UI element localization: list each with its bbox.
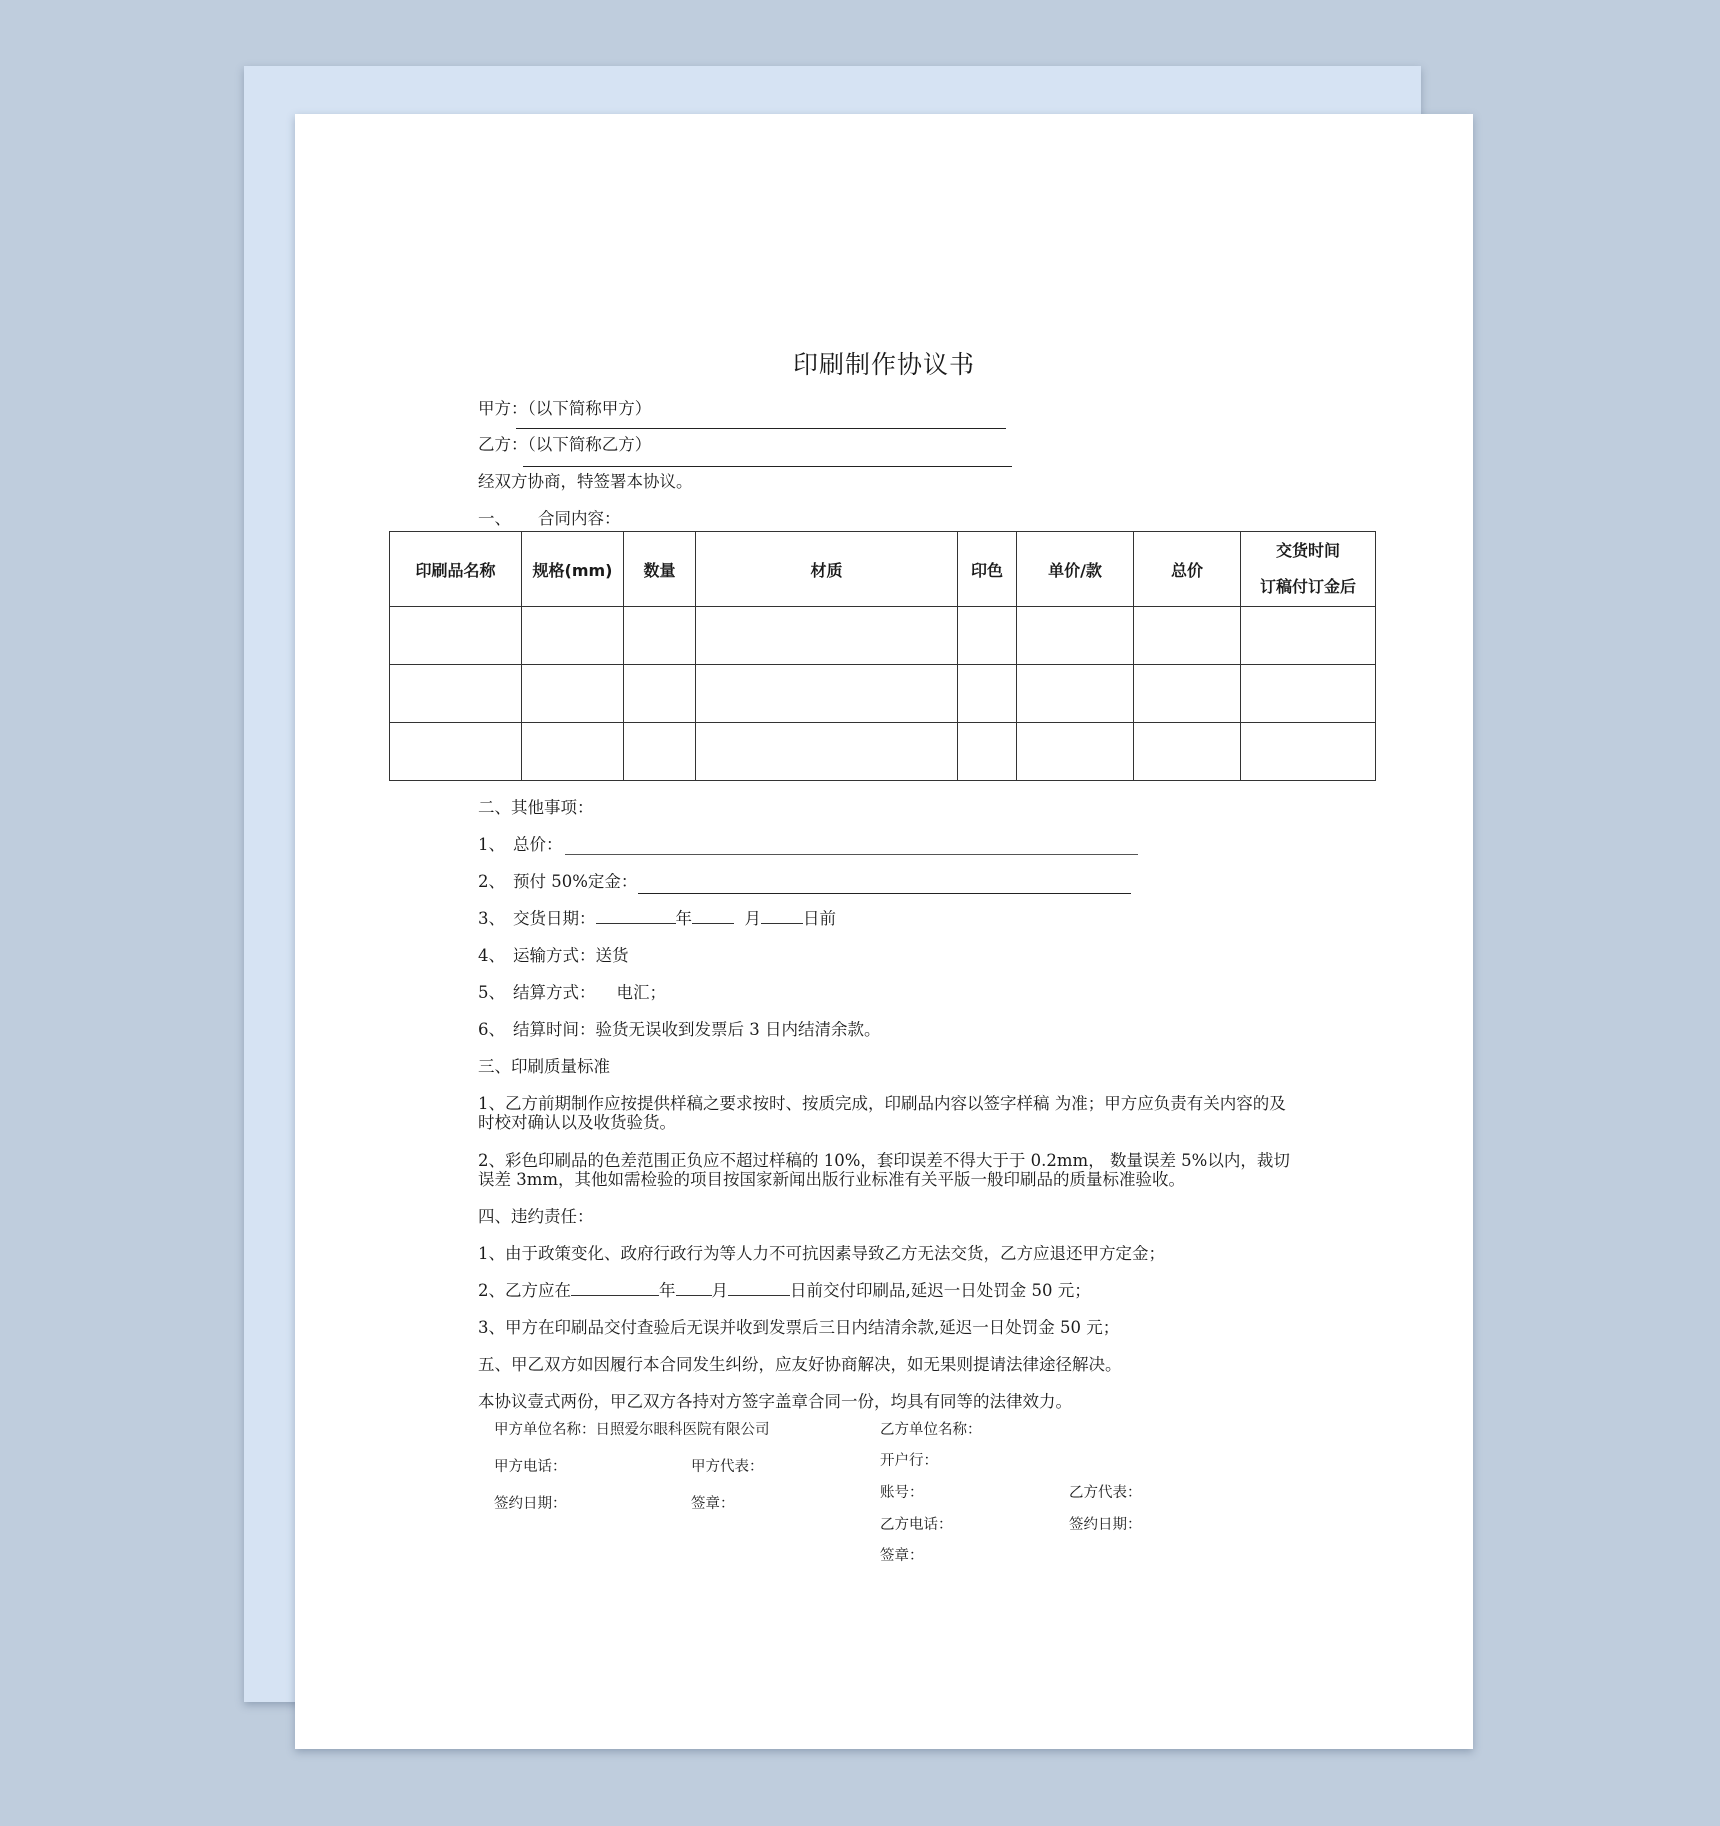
- party-b-phone: 乙方电话：: [880, 1517, 953, 1533]
- month-blank[interactable]: [692, 909, 734, 924]
- day-blank[interactable]: [761, 909, 803, 924]
- header-cell: 印色: [958, 532, 1017, 607]
- item-number: 2、: [478, 872, 505, 891]
- party-b-underline: [523, 466, 1012, 467]
- item-number: 4、: [478, 946, 505, 965]
- closing-statement: 本协议壹式两份，甲乙双方各持对方签字盖章合同一份，均具有同等的法律效力。: [478, 1392, 1072, 1411]
- party-a-unit-name: 甲方单位名称：日照爱尔眼科医院有限公司: [494, 1422, 770, 1438]
- month-label: 月: [744, 909, 761, 928]
- day-blank[interactable]: [728, 1281, 790, 1296]
- party-b-seal: 签章：: [880, 1548, 924, 1564]
- table-cell[interactable]: [390, 665, 522, 723]
- table-cell[interactable]: [1017, 665, 1134, 723]
- breach-clause-1: 1、由于政策变化、政府行政行为等人力不可抗因素导致乙方无法交货，乙方应退还甲方定金；: [478, 1244, 1165, 1263]
- transport-method: 运输方式：送货: [513, 946, 629, 965]
- delivery-date-label: 交货日期：: [513, 909, 596, 928]
- table-cell[interactable]: [1017, 723, 1134, 781]
- party-b-representative: 乙方代表：: [1069, 1485, 1142, 1501]
- table-cell[interactable]: [696, 723, 958, 781]
- dispute-clause: 五、甲乙双方如因履行本合同发生纠纷，应友好协商解决，如无果则提请法律途径解决。: [478, 1355, 1122, 1374]
- party-b-account: 账号：: [880, 1485, 924, 1501]
- document-page: [295, 114, 1473, 1749]
- party-a-seal: 签章：: [691, 1496, 735, 1512]
- header-cell: 数量: [624, 532, 696, 607]
- party-a-label: 甲方：（以下简称甲方）: [478, 399, 652, 418]
- month-label: 月: [711, 1281, 728, 1300]
- settlement-time: 结算时间：验货无误收到发票后 3 日内结清余款。: [513, 1020, 881, 1039]
- table-cell[interactable]: [696, 665, 958, 723]
- table-cell[interactable]: [522, 665, 624, 723]
- table-row: [390, 723, 1376, 781]
- year-label: 年: [659, 1281, 676, 1300]
- table-cell[interactable]: [624, 723, 696, 781]
- table-cell[interactable]: [390, 723, 522, 781]
- delivery-date-line: [513, 909, 836, 929]
- deposit-label: 预付 50%定金：: [513, 872, 638, 891]
- header-cell: 总价: [1134, 532, 1241, 607]
- document-title: 印刷制作协议书: [792, 350, 975, 379]
- table-cell[interactable]: [1017, 607, 1134, 665]
- delivery-header-line1: 交货时间: [1275, 541, 1340, 560]
- table-cell[interactable]: [624, 665, 696, 723]
- header-cell: 单价/款: [1017, 532, 1134, 607]
- contract-table: [389, 531, 1376, 781]
- quality-paragraph-2: 2、彩色印刷品的色差范围正负应不超过样稿的 10%，套印误差不得大于于 0.2mm， 数量误差 5%以内，裁切误差 3mm，其他如需检验的项目按国家新闻出版行业标准有关平版一般印刷品的质量标准验收。: [478, 1151, 1290, 1189]
- party-b-label: 乙方：（以下简称乙方）: [478, 435, 652, 454]
- breach-clause-2-start: 2、乙方应在: [478, 1281, 571, 1300]
- table-cell[interactable]: [958, 607, 1017, 665]
- item-number: 5、: [478, 983, 505, 1002]
- header-cell: 规格(mm): [522, 532, 624, 607]
- total-price-label: 总价：: [513, 835, 563, 854]
- table-cell[interactable]: [522, 607, 624, 665]
- section3-heading: 三、印刷质量标准: [478, 1057, 610, 1076]
- table-cell[interactable]: [1134, 723, 1241, 781]
- table-row: [390, 665, 1376, 723]
- table-cell[interactable]: [1241, 723, 1376, 781]
- table-cell[interactable]: [390, 607, 522, 665]
- settlement-method: 结算方式： 电汇；: [513, 983, 666, 1002]
- breach-clause-2-end: 日前交付印刷品,延迟一日处罚金 50 元；: [790, 1281, 1091, 1300]
- item-number: 6、: [478, 1020, 505, 1039]
- quality-paragraph-1: 1、乙方前期制作应按提供样稿之要求按时、按质完成，印刷品内容以签字样稿 为准；甲方应负责有关内容的及时校对确认以及收货验货。: [478, 1094, 1286, 1132]
- total-price-underline: [565, 854, 1138, 855]
- section4-heading: 四、违约责任：: [478, 1207, 594, 1226]
- party-a-phone: 甲方电话：: [494, 1459, 567, 1475]
- deposit-underline: [638, 893, 1131, 894]
- table-cell[interactable]: [1241, 607, 1376, 665]
- table-cell[interactable]: [958, 665, 1017, 723]
- party-a-underline: [516, 428, 1006, 429]
- table-header-row: [390, 532, 1376, 607]
- delivery-header-line2: 订稿付订金后: [1259, 577, 1356, 596]
- table-cell[interactable]: [624, 607, 696, 665]
- table-cell[interactable]: [1241, 665, 1376, 723]
- party-b-unit-name: 乙方单位名称：: [880, 1422, 982, 1438]
- item-number: 3、: [478, 909, 505, 928]
- table-cell[interactable]: [1134, 607, 1241, 665]
- header-cell-delivery: [1241, 532, 1376, 607]
- table-cell[interactable]: [522, 723, 624, 781]
- day-label: 日前: [803, 909, 836, 928]
- breach-clause-2: [478, 1281, 1091, 1301]
- table-cell[interactable]: [958, 723, 1017, 781]
- header-cell: 印刷品名称: [390, 532, 522, 607]
- month-blank[interactable]: [676, 1281, 712, 1296]
- breach-clause-3: 3、甲方在印刷品交付查验后无误并收到发票后三日内结清余款,延迟一日处罚金 50 元；: [478, 1318, 1120, 1337]
- year-blank[interactable]: [571, 1281, 659, 1296]
- section2-heading: 二、其他事项：: [478, 798, 594, 817]
- item-number: 1、: [478, 835, 505, 854]
- party-b-sign-date: 签约日期：: [1069, 1517, 1142, 1533]
- header-cell: 材质: [696, 532, 958, 607]
- year-label: 年: [675, 909, 692, 928]
- table-cell[interactable]: [1134, 665, 1241, 723]
- year-blank[interactable]: [596, 909, 676, 924]
- intro-text: 经双方协商，特签署本协议。: [478, 472, 693, 491]
- section1-heading: 合同内容：: [538, 509, 621, 528]
- party-b-bank: 开户行：: [880, 1453, 938, 1469]
- section1-number: 一、: [478, 509, 511, 528]
- table-row: [390, 607, 1376, 665]
- party-a-sign-date: 签约日期：: [494, 1496, 567, 1512]
- table-cell[interactable]: [696, 607, 958, 665]
- party-a-representative: 甲方代表：: [691, 1459, 764, 1475]
